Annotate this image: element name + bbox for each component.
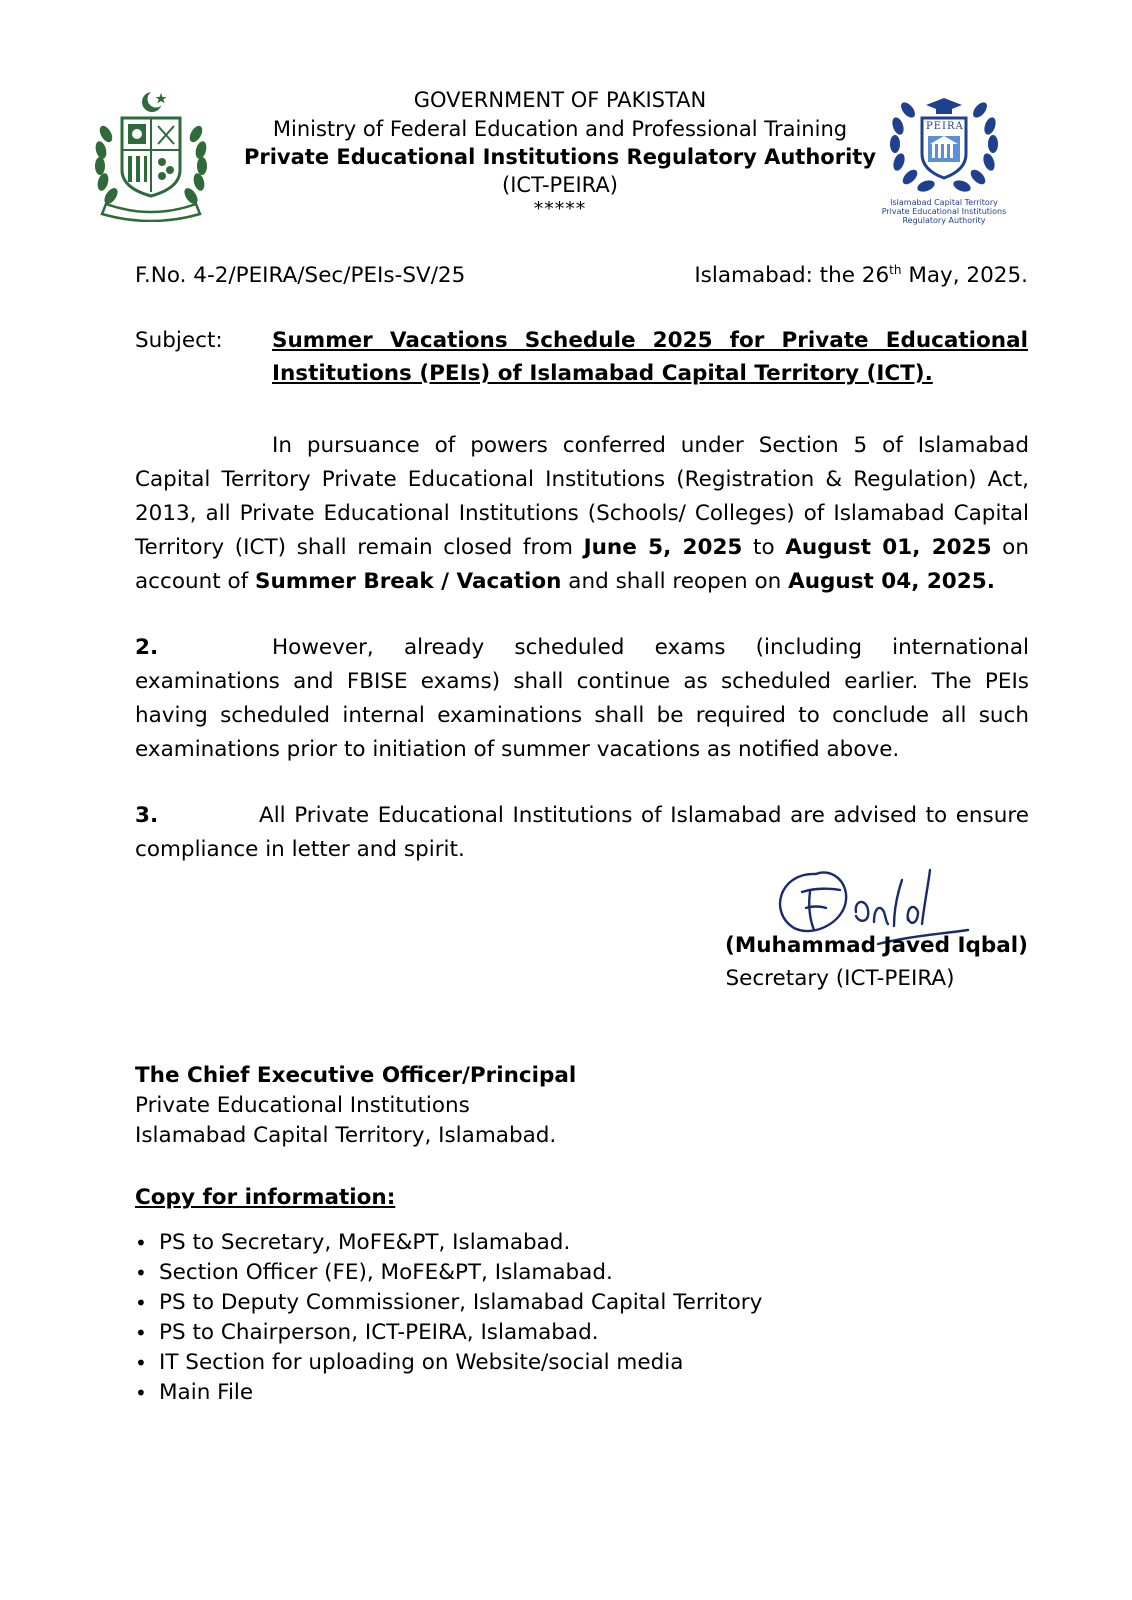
para1-closing-date: June 5, 2025 — [583, 535, 743, 560]
copy-item: • PS to Chairperson, ICT-PEIRA, Islamabad. — [133, 1318, 762, 1348]
para1-text-2: to — [742, 535, 786, 560]
addressee-line-1: Private Educational Institutions — [135, 1093, 470, 1118]
para1-break-label: Summer Break / Vacation — [255, 569, 562, 594]
letter-date — [580, 263, 1028, 288]
file-number: F.No. 4-2/PEIRA/Sec/PEIs-SV/25 — [135, 263, 466, 288]
para1-text-4: and shall reopen on — [561, 569, 789, 594]
signatory-designation: Secretary (ICT-PEIRA) — [725, 966, 955, 991]
peira-caption-2: Private Educational Institutions — [881, 207, 1007, 216]
date-suffix: May, 2025. — [901, 263, 1028, 289]
para1-text-3: on account of — [135, 535, 1029, 594]
para3-number: 3. — [135, 803, 159, 828]
copy-item: • PS to Secretary, MoFE&PT, Islamabad. — [133, 1228, 762, 1258]
peira-caption-3: Regulatory Authority — [902, 216, 986, 225]
date-superscript: th — [889, 263, 902, 277]
para1-end-date: August 01, 2025 — [785, 535, 992, 560]
subject-line-2: Institutions (PEIs) of Islamabad Capital Territory (ICT). — [272, 361, 933, 386]
subject-label: Subject: — [135, 328, 223, 353]
para1-text-1: In pursuance of powers conferred under Section 5 of Islamabad Capital Territory Private Educational Institutions (Registration & Regulation) Act, 2013, all Private Educational Institutions (Schools/ Colleges) of Islamabad Capital Territory (ICT) shall remain closed from — [135, 433, 1029, 560]
addressee-title: The Chief Executive Officer/Principal — [135, 1063, 577, 1088]
date-prefix: Islamabad: the 26 — [694, 263, 890, 289]
header-authority: Private Educational Institutions Regulatory Authority — [243, 145, 877, 169]
copy-item: • Main File — [133, 1378, 762, 1408]
copy-item: • Section Officer (FE), MoFE&PT, Islamabad. — [133, 1258, 762, 1288]
header-government: GOVERNMENT OF PAKISTAN — [413, 88, 707, 112]
peira-wreath-icon — [886, 92, 1002, 192]
subject-line-1: Summer Vacations Schedule 2025 for Private Educational — [272, 328, 1028, 353]
header-acronym: (ICT-PEIRA) — [502, 173, 618, 197]
para2-text: However, already scheduled exams (including international examinations and FBISE exams) shall continue as scheduled earlier. The PEIs having scheduled internal examinations shall be required to conclude all such examinations prior to initiation of summer vacations as notified above. — [135, 635, 1029, 762]
paragraph-1 — [135, 429, 1029, 599]
signatory-name: (Muhammad Javed Iqbal) — [725, 933, 1028, 958]
addressee-line-2: Islamabad Capital Territory, Islamabad. — [135, 1123, 557, 1148]
copy-item: • IT Section for uploading on Website/social media — [133, 1348, 762, 1378]
state-emblem-icon — [92, 88, 210, 222]
header-ministry: Ministry of Federal Education and Professional Training — [272, 117, 848, 141]
header-stars: ***** — [533, 198, 587, 220]
peira-caption-1: Islamabad Capital Territory — [890, 198, 998, 207]
para1-reopen-date: August 04, 2025. — [788, 569, 995, 594]
paragraph-3 — [135, 799, 1029, 867]
copy-list — [133, 1228, 762, 1408]
peira-badge-text: PEIRA — [926, 121, 964, 132]
copy-heading: Copy for information: — [135, 1185, 396, 1210]
paragraph-2 — [135, 631, 1029, 767]
para3-text: All Private Educational Institutions of Islamabad are advised to ensure compliance in letter and spirit. — [135, 803, 1029, 862]
peira-logo — [878, 92, 1010, 228]
copy-item: • PS to Deputy Commissioner, Islamabad Capital Territory — [133, 1288, 762, 1318]
para2-number: 2. — [135, 635, 159, 660]
